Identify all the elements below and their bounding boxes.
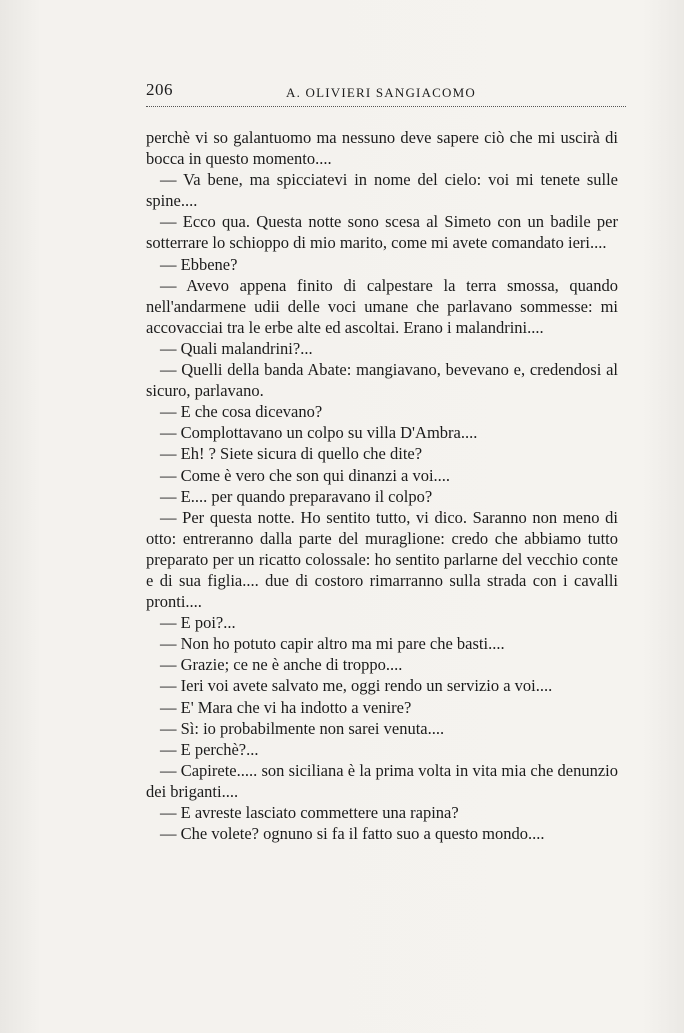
header-rule	[146, 106, 626, 107]
paragraph: — Ieri voi avete salvato me, oggi rendo un servizio a voi....	[160, 676, 553, 696]
paragraph: — Grazie; ce ne è anche di troppo....	[160, 655, 403, 675]
paragraph: — E perchè?...	[160, 739, 259, 759]
paragraph: — Non ho potuto capir altro ma mi pare che basti....	[160, 634, 505, 654]
paragraph: — Capirete..... son siciliana è la prima volta in vita mia che denunzio dei briganti....	[146, 760, 618, 801]
paragraph: — Come è vero che son qui dinanzi a voi....	[160, 465, 451, 485]
paragraph: — E avreste lasciato commettere una rapina?	[160, 803, 459, 822]
paragraph: — Quali malandrini?...	[160, 338, 313, 358]
page-header	[146, 80, 626, 104]
paragraph: — E che cosa dicevano?	[160, 402, 323, 422]
paragraph: — E.... per quando preparavano il colpo?	[160, 486, 433, 506]
paragraph: — Complottavano un colpo su villa D'Ambra....	[160, 423, 478, 443]
paragraph: — Per questa notte. Ho sentito tutto, vi dico. Saranno non meno di otto: entreranno dalla parte del muraglione: credo che abbiamo tutto preparato per un ricatto colossale: ho sentito parlarne del vecchio conte e di sua figlia.... due di costoro rimarranno sulla strada con i cavalli pronti....	[146, 507, 618, 612]
paragraph: — Sì: io probabilmente non sarei venuta....	[160, 718, 445, 738]
page-number: 206	[146, 80, 173, 99]
paragraph: — Che volete? ognuno si fa il fatto suo a questo mondo....	[160, 824, 545, 844]
running-head: A. OLIVIERI SANGIACOMO	[286, 85, 476, 100]
paragraph: — E poi?...	[160, 613, 236, 633]
paragraph: — Ebbene?	[160, 254, 238, 274]
paragraph: — Va bene, ma spicciatevi in nome del cielo: voi mi tenete sulle spine....	[146, 170, 618, 211]
paragraph: — Quelli della banda Abate: mangiavano, bevevano e, credendosi al sicuro, parlavano.	[146, 360, 618, 401]
paragraph: — Eh! ? Siete sicura di quello che dite?	[160, 444, 423, 464]
paragraph: — E' Mara che vi ha indotto a venire?	[160, 697, 412, 717]
paragraph: — Avevo appena finito di calpestare la terra smossa, quando nell'andarmene udii delle voci umane che parlavano sommesse: mi accovacciai tra le erbe alte ed ascoltai. Erano i malandrini....	[146, 275, 618, 337]
paragraph: — Ecco qua. Questa notte sono scesa al Simeto con un badile per sotterrare lo schioppo di mio marito, come mi avete comandato ieri....	[146, 212, 618, 253]
body-text	[146, 127, 618, 844]
paragraph: perchè vi so galantuomo ma nessuno deve sapere ciò che mi uscirà di bocca in questo momento....	[146, 128, 618, 169]
